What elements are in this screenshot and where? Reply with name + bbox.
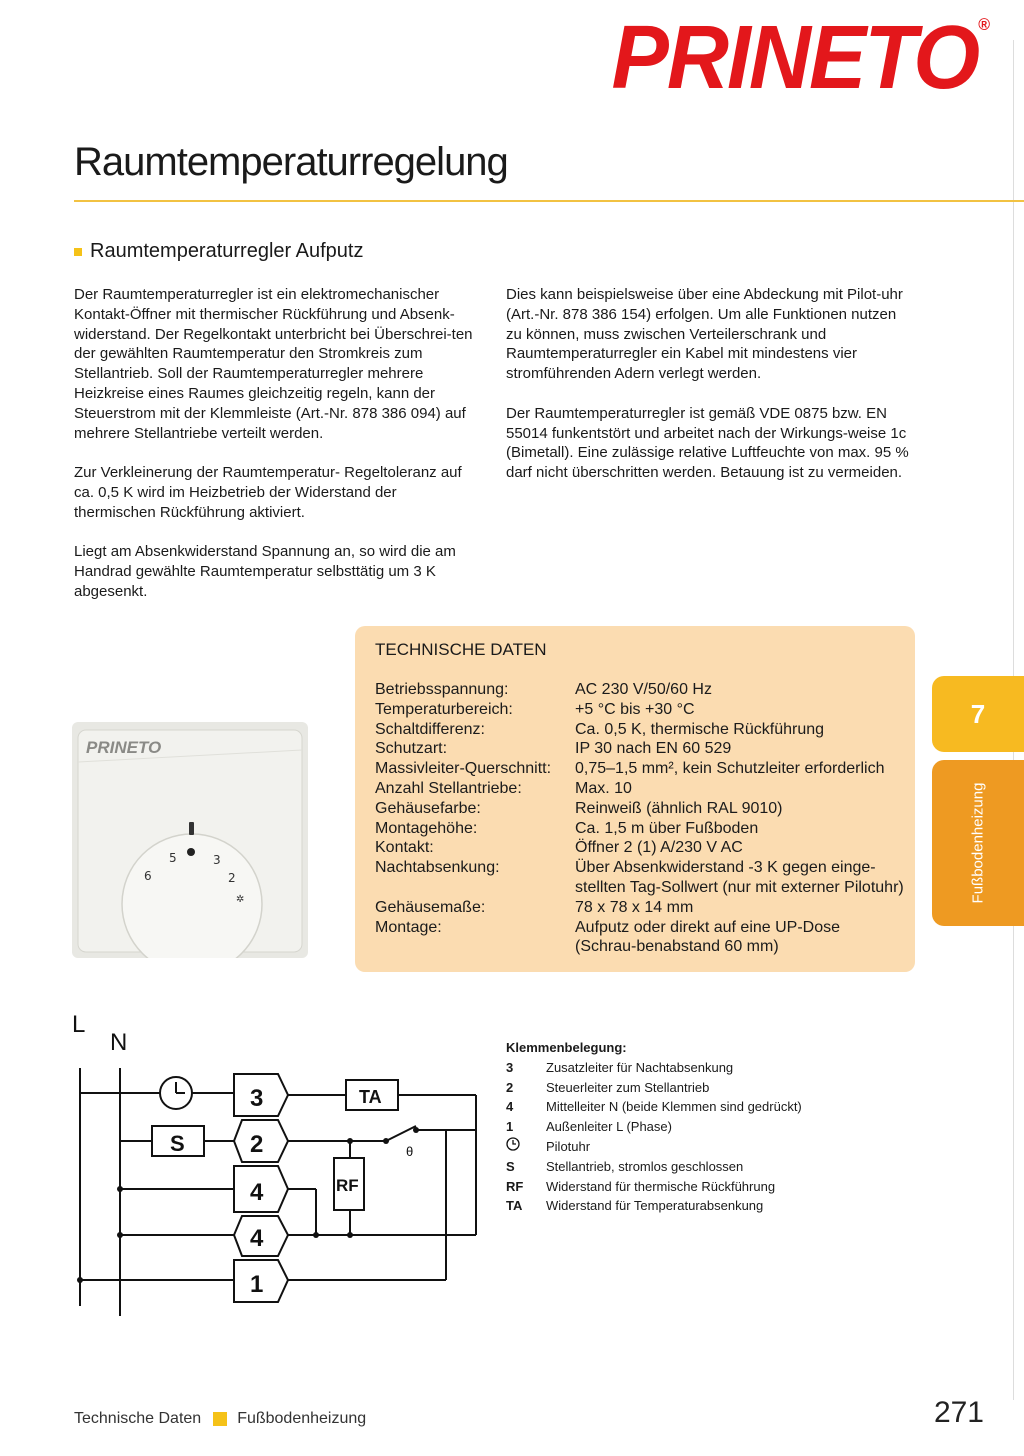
legend-text: Mittelleiter N (beide Klemmen sind gedrückt) [546,1099,802,1115]
tech-title: TECHNISCHE DATEN [375,640,547,659]
terminal-4b: 4 [250,1225,264,1252]
tech-row [375,799,905,819]
legend-code: TA [506,1198,523,1214]
svg-text:2: 2 [228,871,236,885]
legend-item [506,1058,802,1078]
component-S: S [170,1131,185,1156]
tech-value: IP 30 nach EN 60 529 [575,740,732,758]
footer-left-text: Technische Daten [74,1410,202,1427]
chapter-tab-label[interactable] [932,760,1024,926]
legend-text: Zusatzleiter für Nachtabsenkung [546,1059,734,1075]
tech-value: Ca. 1,5 m über Fußboden [575,819,759,837]
text-column-right [506,285,916,503]
tech-key: Temperaturbereich: [375,700,513,718]
legend-code: 3 [506,1059,514,1075]
legend-item [506,1078,802,1098]
page-number: 271 [933,1396,984,1429]
footer-square-icon [213,1412,227,1426]
tech-value: Max. 10 [575,779,632,797]
legend-text: Steuerleiter zum Stellantrieb [546,1079,710,1095]
legend-code: S [506,1158,515,1174]
clock-icon [506,1137,546,1157]
tech-key: Nachtabsenkung: [375,859,500,877]
tech-value: Reinweiß (ähnlich RAL 9010) [575,799,783,817]
tech-value: Über Absenkwiderstand -3 K gegen einge-stellten Tag-Sollwert (nur mit externer Pilotuhr) [575,859,904,896]
tech-key: Betriebsspannung: [375,681,509,698]
svg-text:5: 5 [169,851,177,865]
component-theta: θ [406,1144,414,1159]
page-title: Raumtemperaturregelung [74,140,508,184]
terminal-3: 3 [250,1085,264,1112]
tech-key: Massivleiter-Querschnitt: [375,760,552,778]
tech-key: Gehäusefarbe: [375,799,481,817]
tech-value: +5 °C bis +30 °C [575,700,695,718]
legend-text: Stellantrieb, stromlos geschlossen [546,1158,744,1174]
paragraph: Zur Verkleinerung der Raumtemperatur- Regeltoleranz auf ca. 0,5 K wird im Heizbetrieb der Widerstand der thermischen Rückführung aktiviert. [74,464,462,521]
tech-key: Schaltdifferenz: [375,720,485,738]
legend-code: 4 [506,1099,514,1115]
component-TA: TA [359,1087,382,1107]
legend-code: 2 [506,1079,514,1095]
tech-value: 0,75–1,5 mm², kein Schutzleiter erforderlich [575,760,885,778]
tech-row [375,918,905,958]
legend-item [506,1157,802,1177]
terminal-legend [506,1038,802,1216]
component-RF: RF [336,1176,359,1195]
svg-text:✲: ✲ [236,894,245,905]
brand-logo: PRINETO® [611,7,988,108]
line-label-L: L [72,1011,86,1038]
tech-table [375,680,905,957]
legend-code: 1 [506,1119,514,1135]
tech-row [375,680,905,700]
section-title: Raumtemperaturregler Aufputz [90,240,364,262]
tech-key: Montage: [375,918,442,936]
paragraph: Dies kann beispielsweise über eine Abdeckung mit Pilot-uhr (Art.-Nr. 878 386 154) erfolgen. Um alle Funktionen nutzen zu können, muss zwischen Verteilerschrank und Raumtemperaturregler ein Kabel mit mindestens vier stromführenden Adern verlegt werden. [506,286,903,383]
terminal-1: 1 [250,1271,264,1298]
svg-text:3: 3 [213,853,221,867]
legend-item [506,1137,802,1157]
tech-row [375,720,905,740]
legend-item [506,1177,802,1197]
text-column-left [74,285,474,622]
legend-item [506,1117,802,1137]
legend-item [506,1196,802,1216]
legend-title: Klemmenbelegung: [506,1040,627,1055]
product-brand: PRINETO [86,738,162,757]
tech-key: Montagehöhe: [375,819,478,837]
tech-row [375,819,905,839]
title-divider [74,200,1024,202]
tech-row [375,838,905,858]
thermostat-product-image [72,722,308,958]
line-label-N: N [110,1029,128,1056]
tech-value: Aufputz oder direkt auf eine UP-Dose (Schrau-benabstand 60 mm) [575,918,841,956]
tech-key: Schutzart: [375,740,448,758]
tech-row [375,779,905,799]
tech-row [375,858,905,898]
svg-text:6: 6 [144,869,152,883]
paragraph: Der Raumtemperaturregler ist ein elektromechanischer Kontakt-Öffner mit thermischer Rückführung und Absenk-widerstand. Der Regelkontakt unterbricht bei Überschrei-ten der gewählten Raumtemperatur den Stromkreis zum Stellantrieb. Soll der Raumtemperaturregler mehrere Heizkreise eines Raumes gleichzeitig regeln, kann der Steuerstrom mit der Klemmleiste (Art.-Nr. 878 386 094) auf mehrere Stellantriebe verteilt werden. [74,286,473,442]
legend-text: Widerstand für thermische Rückführung [546,1178,776,1194]
tech-key: Kontakt: [375,839,434,857]
tech-row [375,759,905,779]
terminal-4a: 4 [250,1179,264,1206]
legend-text: Pilotuhr [546,1138,591,1154]
wiring-diagram [70,1008,490,1318]
tech-row [375,700,905,720]
tech-value: 78 x 78 x 14 mm [575,898,694,916]
tech-value: Ca. 0,5 K, thermische Rückführung [575,720,825,738]
bullet-square-icon [74,248,82,256]
legend-text: Außenleiter L (Phase) [546,1119,672,1135]
tech-row [375,739,905,759]
tech-value: Öffner 2 (1) A/230 V AC [575,839,743,857]
paragraph: Der Raumtemperaturregler ist gemäß VDE 0875 bzw. EN 55014 funkentstört und arbeitet nach der Wirkungs-weise 1c (Bimetall). Eine zulässige relative Luftfeuchte von max. 95 % darf nicht überschritten werden. Betauung ist zu vermeiden. [506,404,909,482]
legend-text: Widerstand für Temperaturabsenkung [546,1198,764,1214]
section-heading [74,240,363,263]
tech-row [375,898,905,918]
footer-breadcrumb [74,1410,366,1428]
paragraph: Liegt am Absenkwiderstand Spannung an, so wird die am Handrad gewählte Raumtemperatur selbsttätig um 3 K abgesenkt. [74,543,456,600]
chapter-tab-number[interactable]: 7 [932,676,1024,752]
footer-right-text: Fußbodenheizung [237,1410,367,1427]
tech-value: AC 230 V/50/60 Hz [575,681,712,698]
tech-data-panel [355,626,915,972]
tech-key: Gehäusemaße: [375,898,486,916]
terminal-2: 2 [250,1131,264,1158]
legend-item [506,1097,802,1117]
legend-code: RF [506,1178,524,1194]
tech-key: Anzahl Stellantriebe: [375,779,522,797]
chapter-tab-text: Fußbodenheizung [969,782,987,904]
